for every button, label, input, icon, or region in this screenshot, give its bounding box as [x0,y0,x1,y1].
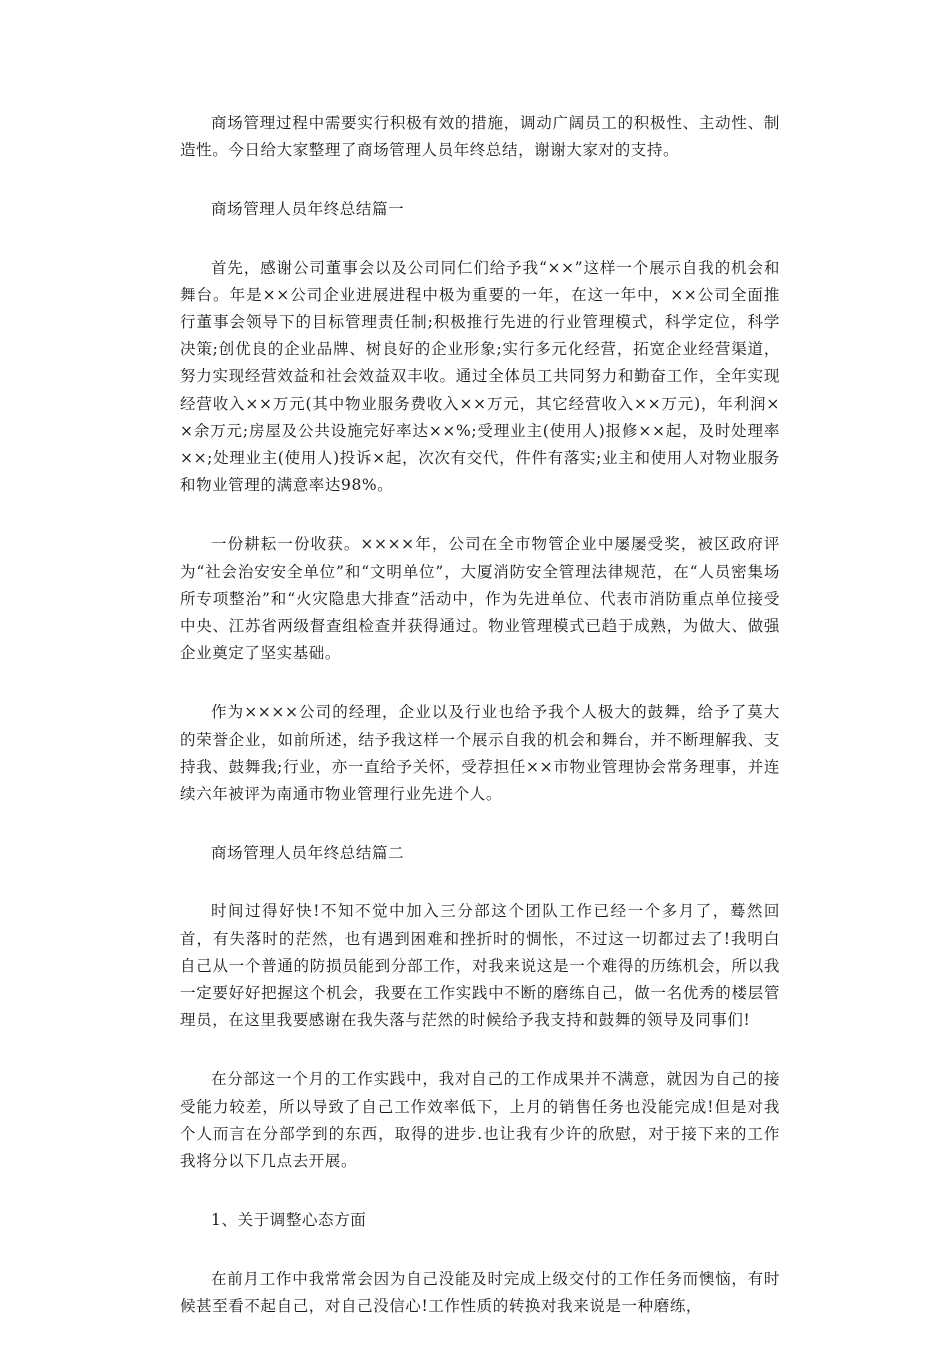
item-1-paragraph-1: 在前月工作中我常常会因为自己没能及时完成上级交付的工作任务而懊恼，有时候甚至看不起自己，对自己没信心!工作性质的转换对我来说是一种磨练， [180,1269,780,1315]
section-1-paragraph-1: 首先，感谢公司董事会以及公司同仁们给予我“××”这样一个展示自我的机会和舞台。年是××公司企业进展进程中极为重要的一年，在这一年中，××公司全面推行董事会领导下的目标管理责任制;积极推行先进的行业管理模式，科学定位，科学决策;创优良的企业品牌、树良好的企业形象;实行多元化经营，拓宽企业经营渠道，努力实现经营效益和社会效益双丰收。通过全体员工共同努力和勤奋工作，全年实现经营收入××万元(其中物业服务费收入××万元，其它经营收入××万元)，年利润××余万元;房屋及公共设施完好率达××%;受理业主(使用人)报修××起，及时处理率××;处理业主(使用人)投诉×起，次次有交代，件件有落实;业主和使用人对物业服务和物业管理的满意率达98%。 [180,258,780,495]
section-1-title: 商场管理人员年终总结篇一 [211,200,405,219]
section-1-paragraph-3: 作为××××公司的经理，企业以及行业也给予我个人极大的鼓舞，给予了莫大的荣誉企业，如前所述，结予我这样一个展示自我的机会和舞台，并不断理解我、支持我、鼓舞我;行业，亦一直给予关怀，受荐担任××市物业管理协会常务理事，并连续六年被评为南通市物业管理行业先进个人。 [180,703,780,804]
section-2-paragraph-2: 在分部这一个月的工作实践中，我对自己的工作成果并不满意，就因为自己的接受能力较差，所以导致了自己工作效率低下，上月的销售任务也没能完成!但是对我个人而言在分部学到的东西，取得的进步.也让我有少许的欣慰，对于接下来的工作我将分以下几点去开展。 [180,1070,780,1171]
document-page [180,110,780,1352]
section-2-paragraph-1: 时间过得好快!不知不觉中加入三分部这个团队工作已经一个多月了，蓦然回首，有失落时的茫然，也有遇到困难和挫折时的惆怅，不过这一切都过去了!我明白自己从一个普通的防损员能到分部工作，对我来说这是一个难得的历练机会，所以我一定要好好把握这个机会，我要在工作实践中不断的磨练自己，做一名优秀的楼层管理员，在这里我要感谢在我失落与茫然的时候给予我支持和鼓舞的领导及同事们! [180,902,780,1030]
section-1-paragraph-2: 一份耕耘一份收获。××××年，公司在全市物管企业中屡屡受奖，被区政府评为“社会治安安全单位”和“文明单位”，大厦消防安全管理法律规范，在“人员密集场所专项整治”和“火灾隐患大排查”活动中，作为先进单位、代表市消防重点单位接受中央、江苏省两级督查组检查并获得通过。物业管理模式已趋于成熟，为做大、做强企业奠定了坚实基础。 [180,535,780,663]
item-1-title: 1、关于调整心态方面 [211,1211,367,1230]
intro-paragraph: 商场管理过程中需要实行积极有效的措施，调动广阔员工的积极性、主动性、制造性。今日给大家整理了商场管理人员年终总结，谢谢大家对的支持。 [180,114,780,160]
section-2-title: 商场管理人员年终总结篇二 [211,844,405,863]
